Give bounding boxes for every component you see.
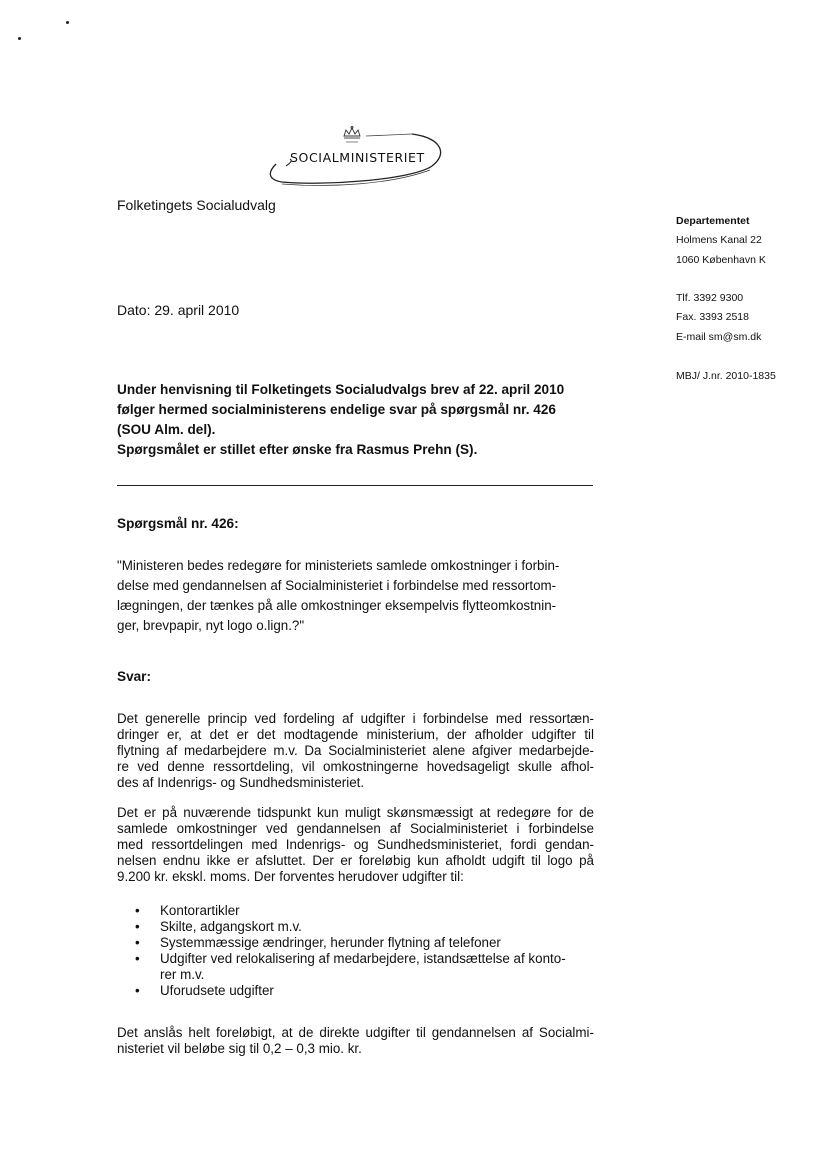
list-item: • Kontorartikler (135, 903, 240, 918)
paragraph-line: re ved denne ressortdeling, vil omkostningerne hovedsageligt skulle afhol- (117, 759, 594, 774)
intro-block (117, 380, 607, 460)
sidebar-phone: Tlf. 3392 9300 (676, 292, 744, 304)
sidebar-department: Departementet (676, 215, 750, 227)
paragraph-line: nisteriet vil beløbe sig til 0,2 – 0,3 mio. kr. (117, 1041, 362, 1056)
intro-line: (SOU Alm. del). (117, 422, 216, 437)
list-item: • Systemmæssige ændringer, herunder flytning af telefoner (135, 935, 501, 950)
list-item: • Skilte, adgangskort m.v. (135, 919, 302, 934)
scan-speck (18, 37, 21, 40)
paragraph-line: nelsen endnu ikke er afsluttet. Der er foreløbig kun afholdt udgift til logo på (117, 853, 594, 868)
bullet-icon: • (135, 983, 140, 998)
divider (117, 485, 593, 486)
list-item: • Uforudsete udgifter (135, 983, 274, 998)
bullet-icon: • (135, 919, 140, 934)
sidebar-reference: MBJ/ J.nr. 2010-1835 (676, 370, 776, 382)
sidebar-fax: Fax. 3393 2518 (676, 311, 749, 323)
paragraph-line: dringer er, at det er det modtagende ministerium, der afholder udgifter til (117, 727, 594, 742)
question-line: delse med gendannelsen af Socialministeriet i forbindelse med ressortom- (117, 578, 557, 593)
question-line: ger, brevpapir, nyt logo o.lign.?" (117, 618, 305, 633)
intro-line: Under henvisning til Folketingets Socialudvalgs brev af 22. april 2010 (117, 382, 565, 397)
list-item: • Udgifter ved relokalisering af medarbejdere, istandsættelse af konto- rer m.v. (135, 951, 566, 982)
sidebar-address-city: 1060 København K (676, 254, 766, 266)
answer-paragraph-1 (117, 711, 594, 791)
paragraph-line: Det er på nuværende tidspunkt kun muligt skønsmæssigt at redegøre for de (117, 805, 594, 820)
bullet-icon: • (135, 935, 140, 950)
logo-wordmark: SOCIALMINISTERIET (290, 150, 425, 165)
answer-paragraph-2 (117, 805, 594, 885)
question-line: "Ministeren bedes redegøre for ministeriets samlede omkostninger i forbin- (117, 558, 560, 573)
question-line: lægningen, der tænkes på alle omkostninger eksempelvis flytteomkostnin- (117, 598, 557, 613)
sidebar-email: E-mail sm@sm.dk (676, 331, 762, 343)
answer-paragraph-3 (117, 1025, 594, 1057)
paragraph-line: Det anslås helt foreløbigt, at de direkte udgifter til gendannelsen af Socialmi- (117, 1025, 594, 1040)
paragraph-line: des af Indenrigs- og Sundhedsministeriet. (117, 775, 365, 790)
paragraph-line: 9.200 kr. ekskl. moms. Der forventes herudover udgifter til: (117, 869, 464, 884)
paragraph-line: med ressortdelingen med Indenrigs- og Sundhedsministeriet, fordi gendan- (117, 837, 594, 852)
intro-line: følger hermed socialministerens endelige svar på spørgsmål nr. 426 (117, 402, 556, 417)
question-heading: Spørgsmål nr. 426: (117, 516, 239, 531)
intro-line: Spørgsmålet er stillet efter ønske fra Rasmus Prehn (S). (117, 442, 478, 457)
paragraph-line: samlede omkostninger ved gendannelsen af Socialministeriet i forbindelse (117, 821, 594, 836)
paragraph-line: Det generelle princip ved fordeling af udgifter i forbindelse med ressortæn- (117, 711, 594, 726)
question-text (117, 556, 595, 636)
sidebar-address-street: Holmens Kanal 22 (676, 234, 762, 246)
paragraph-line: flytning af medarbejdere m.v. Da Socialministeriet alene afgiver medarbejde- (117, 743, 594, 758)
recipient: Folketingets Socialudvalg (117, 197, 276, 213)
answer-heading: Svar: (117, 669, 152, 684)
ministry-logo (262, 126, 448, 196)
bullet-icon: • (135, 903, 140, 918)
expense-list (135, 903, 590, 999)
letter-date: Dato: 29. april 2010 (117, 302, 240, 318)
bullet-icon: • (135, 951, 140, 966)
scan-speck (66, 21, 69, 24)
